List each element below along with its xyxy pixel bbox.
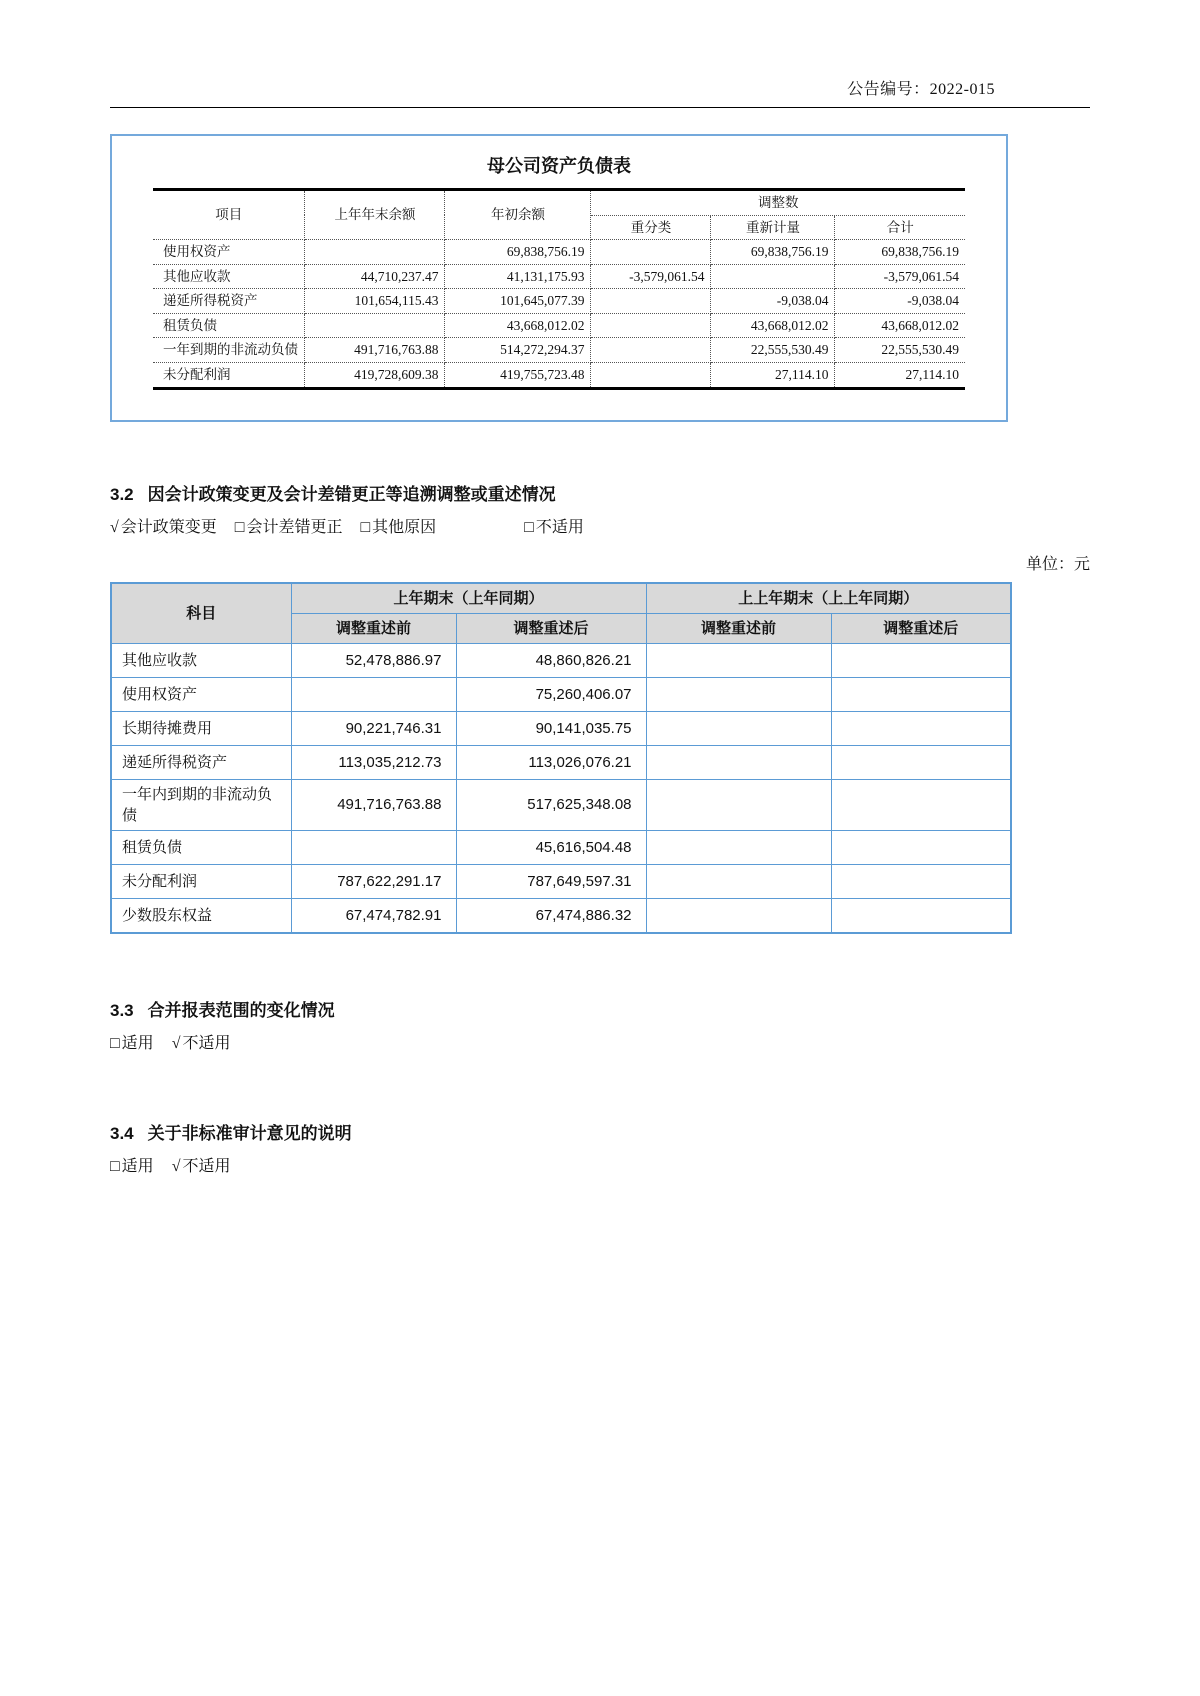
value-cell: 491,716,763.88 (305, 338, 445, 363)
section-title: 因会计政策变更及会计差错更正等追溯调整或重述情况 (147, 484, 556, 504)
checkbox-empty: □ (360, 518, 371, 536)
table-row (111, 745, 1011, 779)
value-cell: 101,654,115.43 (305, 289, 445, 314)
col-header-after-restate-2: 调整重述后 (831, 613, 1011, 643)
value-cell (831, 745, 1011, 779)
section-3-4-options (110, 1153, 1090, 1176)
page-header (110, 0, 1090, 108)
section-3-3-options (110, 1030, 1090, 1053)
value-cell (646, 864, 831, 898)
value-cell (305, 240, 445, 265)
row-label-cell: 其他应收款 (153, 264, 305, 289)
value-cell (591, 338, 711, 363)
table-row (111, 779, 1011, 830)
row-label-cell: 未分配利润 (153, 362, 305, 388)
value-cell: -3,579,061.54 (591, 264, 711, 289)
value-cell (646, 745, 831, 779)
value-cell: 52,478,886.97 (291, 643, 456, 677)
col-header-reclass: 重分类 (591, 215, 711, 240)
value-cell: 113,026,076.21 (456, 745, 646, 779)
value-cell: 69,838,756.19 (711, 240, 835, 265)
value-cell (646, 779, 831, 830)
option-label: 适用 (121, 1157, 154, 1175)
checkbox-empty: □ (110, 1157, 120, 1175)
table-row (111, 711, 1011, 745)
value-cell (291, 677, 456, 711)
value-cell: 517,625,348.08 (456, 779, 646, 830)
value-cell: 27,114.10 (711, 362, 835, 388)
row-label-cell: 租赁负债 (111, 830, 291, 864)
value-cell (646, 643, 831, 677)
table-row (111, 864, 1011, 898)
option-error-correction (235, 519, 343, 536)
value-cell: 419,755,723.48 (445, 362, 591, 388)
parent-table-body (153, 240, 965, 388)
parent-table-header (153, 190, 965, 240)
announcement-number: 公告编号：2022-015 (847, 81, 995, 98)
value-cell: 491,716,763.88 (291, 779, 456, 830)
section-3-3-heading (110, 996, 1090, 1021)
row-label-cell: 递延所得税资产 (111, 745, 291, 779)
value-cell: -9,038.04 (835, 289, 965, 314)
value-cell (831, 898, 1011, 933)
parent-balance-sheet-box (110, 134, 1008, 422)
value-cell (646, 898, 831, 933)
section-3-3 (110, 996, 1090, 1053)
value-cell (831, 779, 1011, 830)
col-header-after-restate-1: 调整重述后 (456, 613, 646, 643)
col-header-subject: 科目 (111, 583, 291, 644)
value-cell: 113,035,212.73 (291, 745, 456, 779)
section-3-2 (110, 480, 1090, 537)
parent-table-title: 母公司资产负债表 (487, 156, 631, 176)
col-header-before-restate-2: 调整重述前 (646, 613, 831, 643)
value-cell: 787,622,291.17 (291, 864, 456, 898)
parent-balance-sheet-table (153, 188, 965, 390)
value-cell (591, 362, 711, 388)
option-label: 会计政策变更 (120, 518, 217, 536)
value-cell (591, 313, 711, 338)
option-label: 不适用 (182, 1157, 231, 1175)
checked-mark: √ (171, 1034, 181, 1052)
value-cell: 44,710,237.47 (305, 264, 445, 289)
value-cell (591, 240, 711, 265)
row-label-cell: 使用权资产 (153, 240, 305, 265)
section-number: 3.4 (110, 1123, 134, 1143)
value-cell: 43,668,012.02 (445, 313, 591, 338)
table-row (153, 289, 965, 314)
unit-label: 单位：元 (1025, 555, 1090, 573)
option-not-applicable (172, 1035, 231, 1052)
value-cell: -3,579,061.54 (835, 264, 965, 289)
value-cell: 69,838,756.19 (835, 240, 965, 265)
value-cell: 69,838,756.19 (445, 240, 591, 265)
value-cell: -9,038.04 (711, 289, 835, 314)
value-cell (831, 643, 1011, 677)
section-title: 合并报表范围的变化情况 (147, 1000, 335, 1020)
value-cell: 45,616,504.48 (456, 830, 646, 864)
value-cell (291, 830, 456, 864)
value-cell (711, 264, 835, 289)
table-row (111, 830, 1011, 864)
table-row (153, 240, 965, 265)
row-label-cell: 租赁负债 (153, 313, 305, 338)
col-header-prev-period: 上年期末（上年同期） (291, 583, 646, 614)
value-cell (646, 830, 831, 864)
checkbox-empty: □ (234, 518, 245, 536)
table-row (111, 643, 1011, 677)
row-label-cell: 递延所得税资产 (153, 289, 305, 314)
col-header-total: 合计 (835, 215, 965, 240)
section-3-4-heading (110, 1119, 1090, 1144)
value-cell: 67,474,782.91 (291, 898, 456, 933)
value-cell: 514,272,294.37 (445, 338, 591, 363)
row-label-cell: 一年内到期的非流动负债 (111, 779, 291, 830)
table-row (153, 362, 965, 388)
option-not-applicable (172, 1158, 231, 1175)
value-cell (831, 830, 1011, 864)
value-cell: 419,728,609.38 (305, 362, 445, 388)
header-rule (110, 107, 1090, 108)
option-label: 会计差错更正 (246, 518, 343, 536)
row-label-cell: 长期待摊费用 (111, 711, 291, 745)
value-cell (305, 313, 445, 338)
col-header-prev-prev-period: 上上年期末（上上年同期） (646, 583, 1011, 614)
option-applicable (110, 1158, 154, 1175)
value-cell: 41,131,175.93 (445, 264, 591, 289)
value-cell: 22,555,530.49 (835, 338, 965, 363)
col-header-prev-year-end: 上年年末余额 (305, 190, 445, 240)
value-cell: 67,474,886.32 (456, 898, 646, 933)
section-number: 3.2 (110, 484, 134, 504)
value-cell: 43,668,012.02 (835, 313, 965, 338)
value-cell: 22,555,530.49 (711, 338, 835, 363)
table-row (153, 338, 965, 363)
value-cell: 787,649,597.31 (456, 864, 646, 898)
row-label-cell: 使用权资产 (111, 677, 291, 711)
section-3-4 (110, 1119, 1090, 1176)
checked-mark: √ (171, 1157, 181, 1175)
restatement-table (110, 582, 1012, 934)
value-cell (831, 711, 1011, 745)
checkbox-empty: □ (524, 518, 534, 536)
option-label: 适用 (121, 1034, 154, 1052)
checked-mark: √ (110, 518, 119, 536)
option-label: 不适用 (535, 518, 584, 536)
restatement-table-body (111, 643, 1011, 933)
col-header-before-restate-1: 调整重述前 (291, 613, 456, 643)
section-title: 关于非标准审计意见的说明 (147, 1123, 352, 1143)
col-header-year-begin: 年初余额 (445, 190, 591, 240)
value-cell: 48,860,826.21 (456, 643, 646, 677)
value-cell (591, 289, 711, 314)
col-header-item: 项目 (153, 190, 305, 240)
table-row (111, 898, 1011, 933)
table-row (153, 264, 965, 289)
option-other-reason (360, 519, 436, 536)
table-row (153, 313, 965, 338)
value-cell: 90,221,746.31 (291, 711, 456, 745)
option-label: 其他原因 (372, 518, 437, 536)
value-cell (831, 864, 1011, 898)
value-cell: 43,668,012.02 (711, 313, 835, 338)
option-accounting-policy-change (110, 519, 217, 536)
row-label-cell: 其他应收款 (111, 643, 291, 677)
checkbox-empty: □ (110, 1034, 120, 1052)
table-row (111, 677, 1011, 711)
value-cell (831, 677, 1011, 711)
section-3-2-heading (110, 480, 1090, 505)
option-not-applicable (524, 519, 584, 536)
value-cell (646, 711, 831, 745)
row-label-cell: 未分配利润 (111, 864, 291, 898)
section-number: 3.3 (110, 1000, 134, 1020)
col-header-adjustment: 调整数 (591, 190, 965, 216)
option-label: 不适用 (182, 1034, 231, 1052)
value-cell (646, 677, 831, 711)
row-label-cell: 少数股东权益 (111, 898, 291, 933)
option-applicable (110, 1035, 154, 1052)
value-cell: 101,645,077.39 (445, 289, 591, 314)
value-cell: 90,141,035.75 (456, 711, 646, 745)
section-3-2-options (110, 514, 1090, 537)
restatement-table-header (111, 583, 1011, 644)
value-cell: 27,114.10 (905, 366, 960, 382)
row-label-cell: 一年到期的非流动负债 (153, 338, 305, 363)
value-cell: 75,260,406.07 (456, 677, 646, 711)
col-header-remeasure: 重新计量 (711, 215, 835, 240)
